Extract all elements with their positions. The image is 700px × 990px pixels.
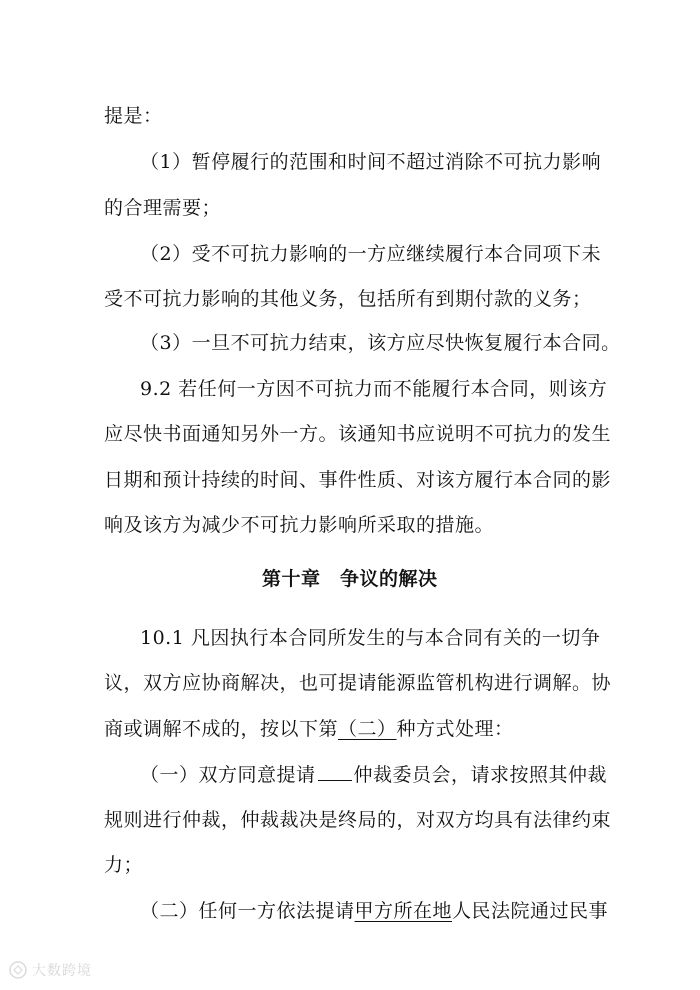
text-line: 规则进行仲裁，仲裁裁决是终局的，对双方均具有法律约束: [104, 809, 612, 831]
text-line: 受不可抗力影响的其他义务，包括所有到期付款的义务；: [104, 288, 592, 310]
text-line: 力；: [104, 854, 144, 876]
text-segment: 人民法院通过民事: [452, 900, 609, 922]
text-line: 议，双方应协商解决，也可提请能源监管机构进行调解。协: [104, 672, 612, 694]
text-line: 9.2 若任何一方因不可抗力而不能履行本合同，则该方: [140, 378, 608, 400]
watermark-text: 大数跨境: [32, 963, 92, 979]
text-line: 提是：: [104, 105, 163, 127]
text-segment: （二）任何一方依法提请: [140, 900, 355, 922]
text-segment: 种方式处理：: [396, 718, 514, 740]
filled-choice: （二）: [338, 718, 397, 740]
text-line: （1）暂停履行的范围和时间不超过消除不可抗力影响: [140, 151, 602, 173]
text-line: （2）受不可抗力影响的一方应继续履行本合同项下未: [140, 243, 602, 265]
text-line: （3）一旦不可抗力结束，该方应尽快恢复履行本合同。: [140, 332, 621, 354]
watermark-logo-icon: [8, 960, 28, 980]
text-segment: 商或调解不成的，按以下第: [104, 718, 339, 740]
text-line: [140, 899, 608, 923]
watermark: [8, 958, 108, 982]
filled-court: 甲方所在地: [354, 900, 453, 922]
blank-field: [318, 764, 352, 781]
text-line: 10.1 凡因执行本合同所发生的与本合同有关的一切争: [140, 627, 601, 649]
chapter-heading: 第十章 争议的解决: [262, 568, 438, 590]
text-line: 响及该方为减少不可抗力影响所采取的措施。: [104, 514, 495, 536]
text-segment: 仲裁委员会，请求按照其仲裁: [353, 764, 608, 786]
text-line: 应尽快书面通知另外一方。该通知书应说明不可抗力的发生: [104, 423, 612, 445]
text-line: 日期和预计持续的时间、事件性质、对该方履行本合同的影: [104, 469, 612, 491]
text-line: [140, 763, 607, 787]
text-segment: （一）双方同意提请: [140, 764, 316, 786]
text-line: 的合理需要；: [104, 197, 222, 219]
text-line: [104, 717, 514, 741]
